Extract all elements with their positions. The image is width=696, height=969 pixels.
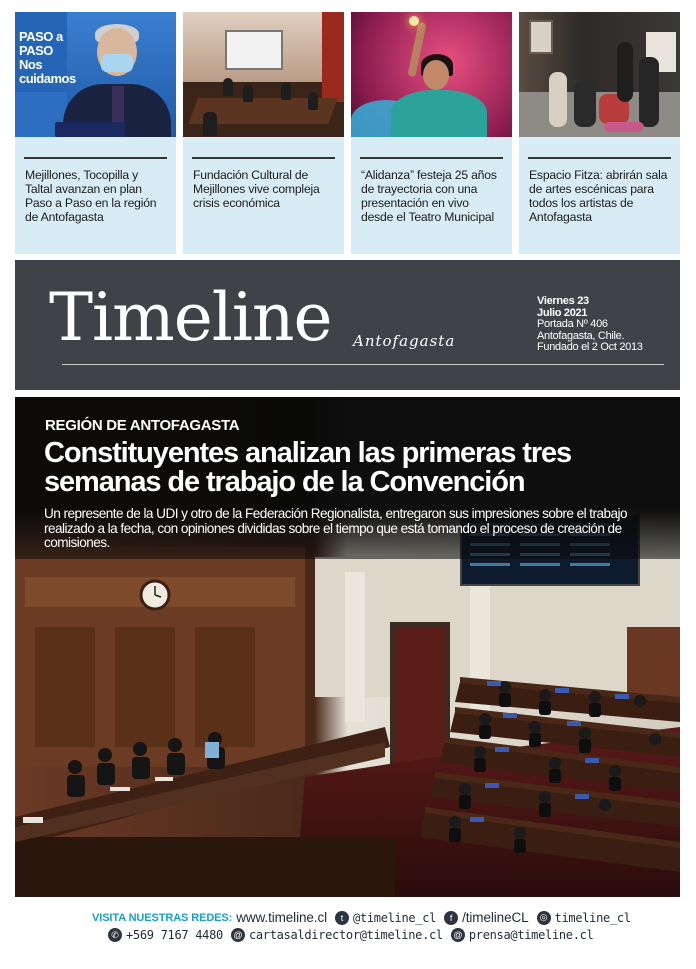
press-email-link[interactable]: prensa@timeline.cl — [468, 928, 594, 942]
feature-title[interactable]: Constituyentes analizan las primeras tres semanas de trabajo de la Convención — [44, 437, 572, 498]
social-footer — [0, 906, 696, 966]
location: Antofagasta, Chile. — [537, 329, 625, 342]
footer-line-1 — [92, 910, 631, 925]
story-headline[interactable]: Espacio Fitza: abrirán sala de artes escénicas para todos los artistas de Antofagasta — [529, 168, 668, 224]
whatsapp-link[interactable]: +569 7167 4480 — [126, 928, 223, 942]
story-headline[interactable]: “Alidanza” festeja 25 años de trayectoria con una presentación en vivo desde el Teatro Municipal — [361, 168, 497, 224]
story-headline[interactable]: Mejillones, Tocopilla y Taltal avanzan en plan Paso a Paso en la región de Antofagasta — [25, 168, 157, 224]
story-thumbnail-dancer — [351, 12, 512, 137]
brand-logo: Timeline — [49, 279, 332, 356]
story-card-paso-a-paso[interactable] — [15, 12, 176, 254]
date-month: Julio 2021 — [537, 306, 588, 319]
story-card-fundacion-cultural[interactable] — [183, 12, 344, 254]
story-thumbnail-minister — [15, 12, 176, 137]
card-divider — [192, 157, 335, 159]
mail-icon: @ — [231, 928, 245, 942]
facebook-link[interactable]: /timelineCL — [462, 910, 529, 925]
story-thumbnail-meeting — [183, 12, 344, 137]
feature-kicker: REGIÓN DE ANTOFAGASTA — [45, 417, 240, 434]
facebook-icon: f — [444, 911, 458, 925]
story-thumbnail-theatre — [519, 12, 680, 137]
director-email-link[interactable]: cartasaldirector@timeline.cl — [248, 928, 443, 942]
top-stories — [15, 12, 680, 254]
website-link[interactable]: www.timeline.cl — [236, 910, 327, 925]
twitter-icon: t — [335, 911, 349, 925]
instagram-icon: ◎ — [537, 911, 551, 925]
card-divider — [528, 157, 671, 159]
city-signature: Antofagasta — [353, 332, 456, 350]
story-headline[interactable]: Fundación Cultural de Mejillones vive compleja crisis económica — [193, 168, 320, 210]
whatsapp-icon: ✆ — [108, 928, 122, 942]
story-card-espacio-fitza[interactable] — [519, 12, 680, 254]
card-divider — [360, 157, 503, 159]
masthead — [15, 260, 680, 390]
feature-lede: Un represente de la UDI y otro de la Federación Regionalista, entregaron sus impresiones sobre el trabajo realizado a la fecha, con opiniones divididas sobre el tiempo que está tomando el proceso de creación de comisiones. — [44, 506, 628, 550]
twitter-link[interactable]: @timeline_cl — [353, 910, 437, 925]
mail-icon: @ — [451, 928, 465, 942]
card-divider — [24, 157, 167, 159]
edition-number: Portada Nº 406 — [537, 318, 608, 330]
edition-info — [537, 296, 677, 354]
paso-a-paso-logo: PASO a PASO Nos cuidamos — [15, 12, 67, 92]
founded-date: Fundado el 2 Oct 2013 — [537, 341, 643, 353]
instagram-link[interactable]: timeline_cl — [554, 910, 631, 925]
social-label: VISITA NUESTRAS REDES: — [92, 911, 233, 924]
footer-line-2 — [108, 928, 594, 942]
feature-story[interactable] — [15, 397, 680, 897]
masthead-rule — [62, 364, 664, 365]
date-day: Viernes 23 — [537, 295, 589, 307]
story-card-alidanza[interactable] — [351, 12, 512, 254]
